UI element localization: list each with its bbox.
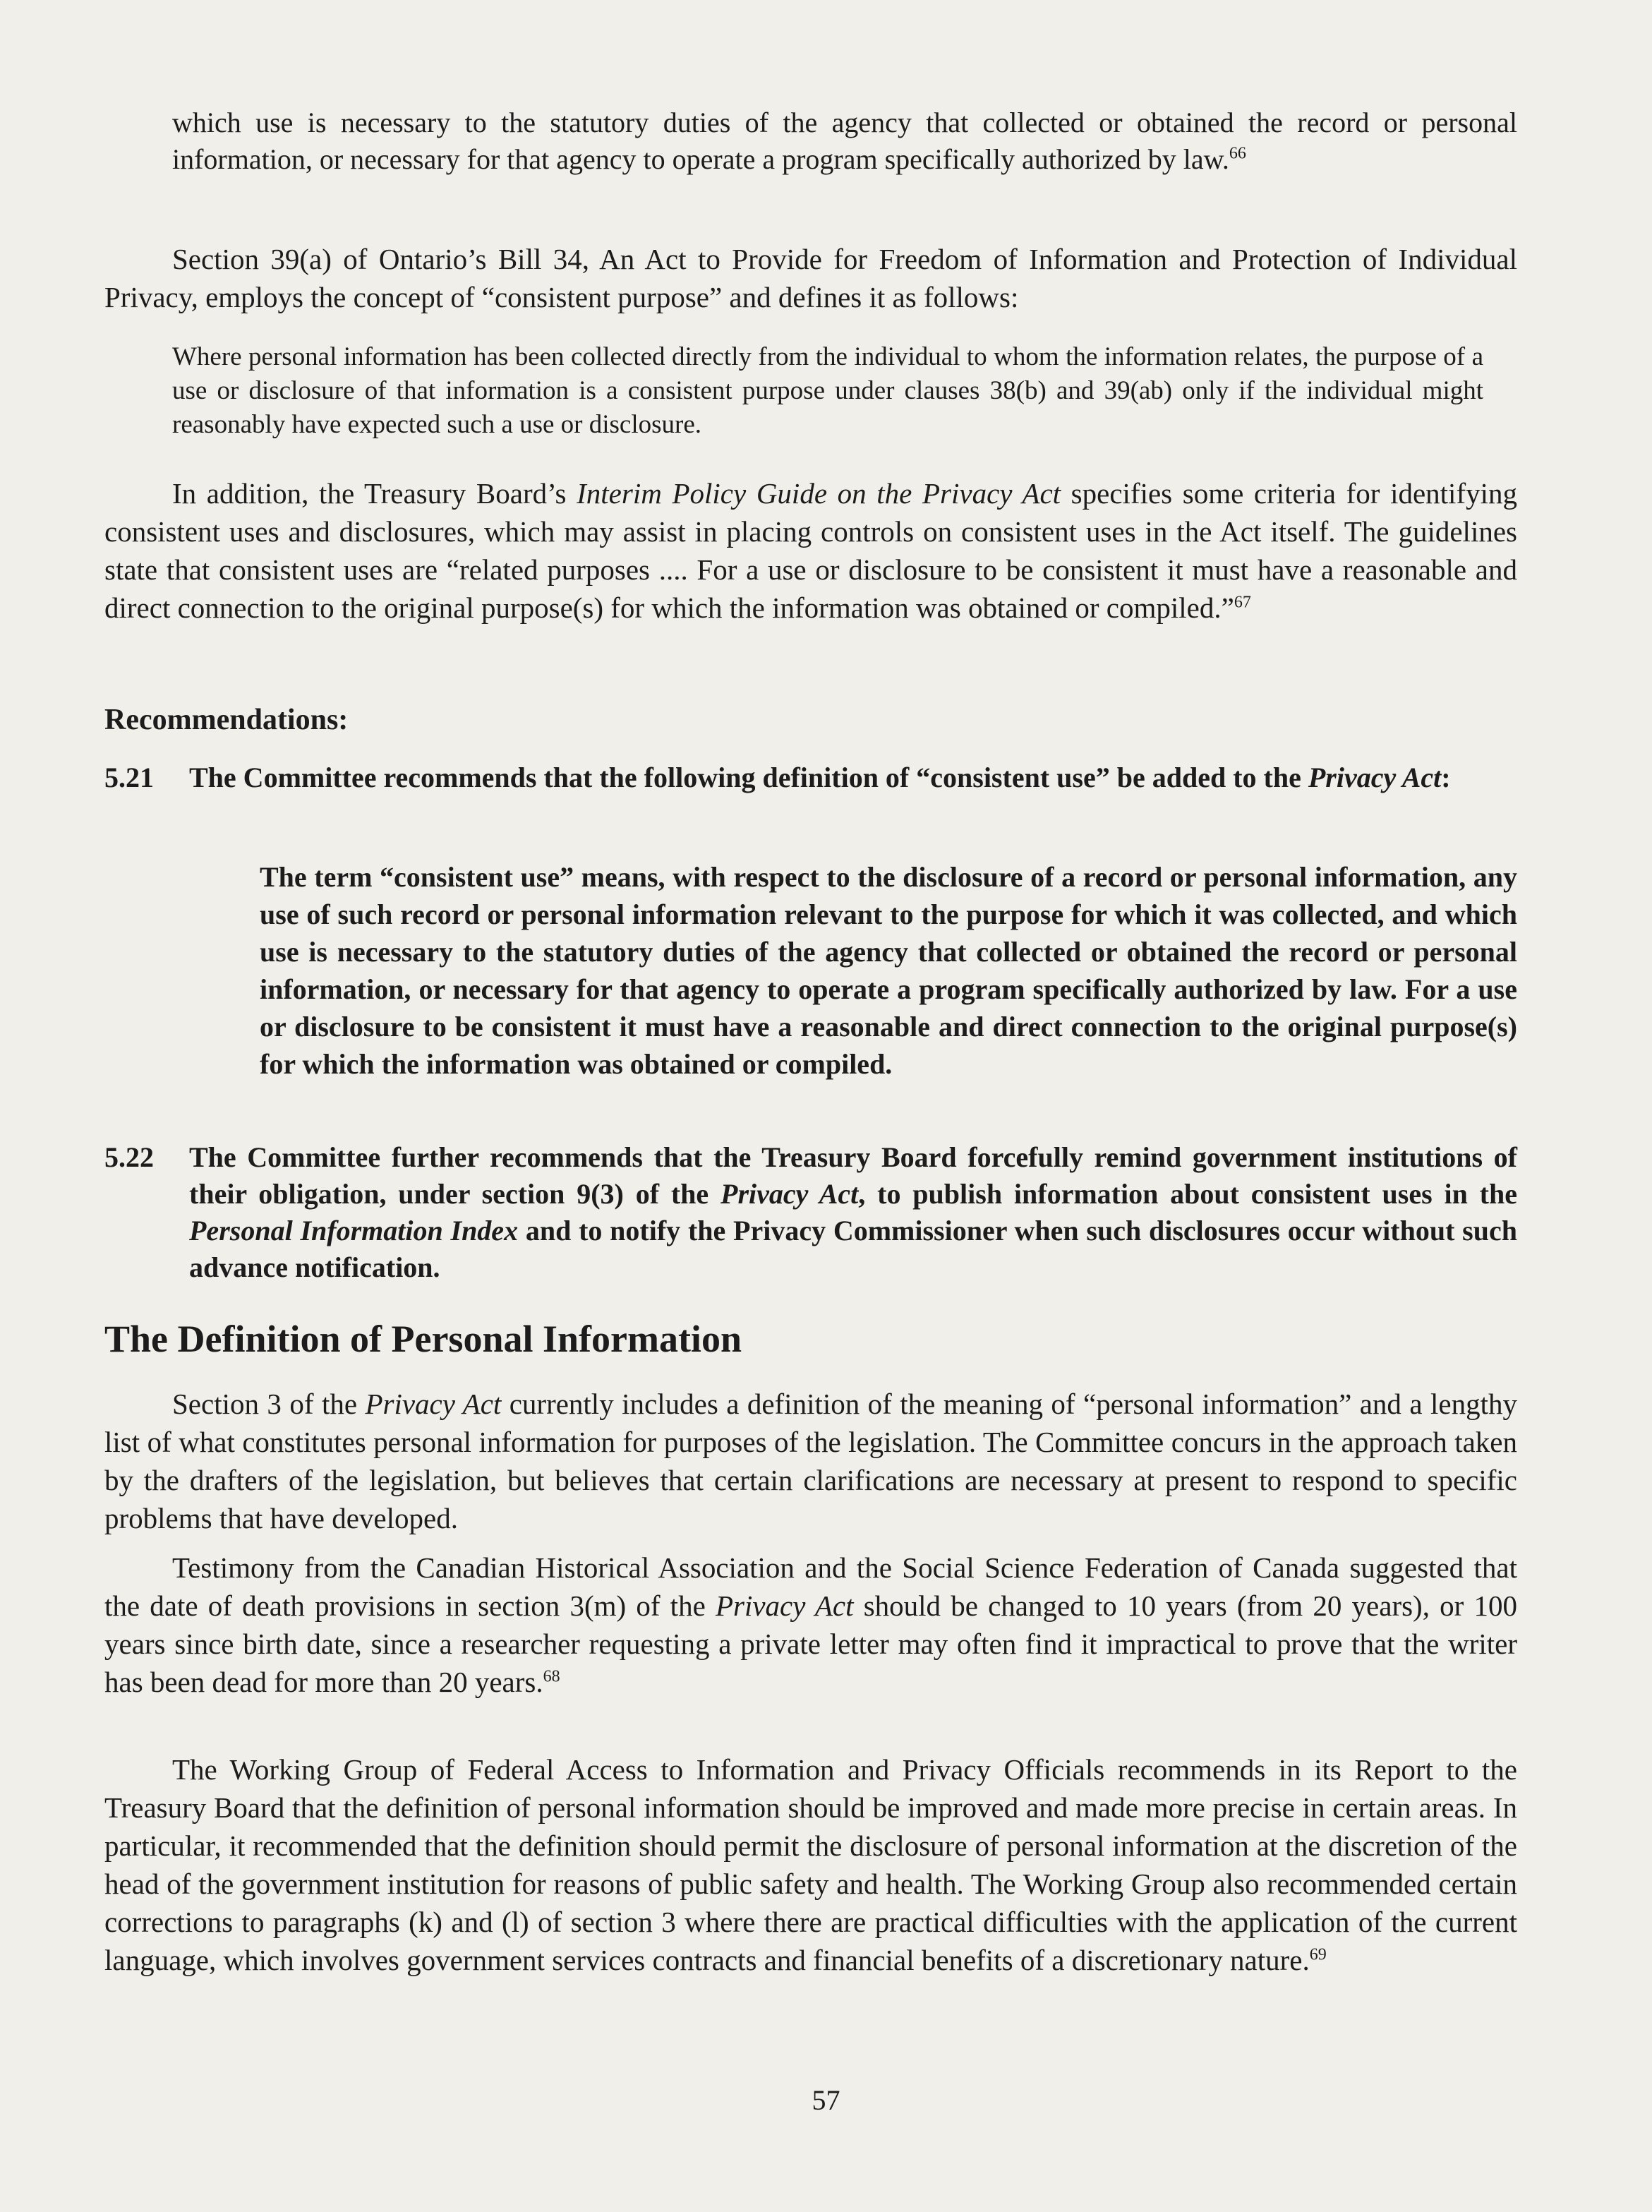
paragraph-treasury-board [104,474,1517,627]
italic-title: Privacy Act [715,1589,854,1622]
text-span: Testimony from the Canadian Historical Association and the Social Science Federation of Canada suggested that the date of death provisions in section 3(m) of the [104,1551,1517,1622]
block-quote [104,340,1517,442]
footnote-ref: 66 [1229,144,1246,163]
italic-title: Interim Policy Guide on the Privacy Act [577,477,1061,510]
page-number: 57 [812,2084,840,2116]
recommendations-heading [104,703,1517,737]
paragraph-text: which use is necessary to the statutory duties of the agency that collected or obtained the record or personal information, or necessary for that agency to operate a program specifically authorized by law. [172,107,1517,175]
recommendation-text [189,1139,1517,1286]
paragraph-testimony [104,1549,1517,1701]
quote-text: The term “consistent use” means, with respect to the disclosure of a record or personal information, any use of such record or personal information relevant to the purpose for which it was collected, and which use is necessary to the statutory duties of the agency that collected or obtained the record or personal information, or necessary for that agency to operate a program specifically authorized by law. For a use or disclosure to be consistent it must have a reasonable and direct connection to the original purpose(s) for which the information was obtained or compiled. [260,861,1517,1080]
paragraph-continuation [104,104,1517,178]
section-heading [104,1317,1517,1361]
recommendation-number: 5.21 [104,762,154,793]
footnote-ref: 67 [1234,593,1251,612]
text-span: : [1441,762,1451,793]
text-span: The Committee recommends that the following definition of “consistent use” be added to the [189,762,1308,793]
paragraph-section-39 [104,240,1517,316]
footnote-ref: 68 [543,1667,560,1686]
text-span: should be changed to 10 years (from 20 years), or 100 years since birth date, since a researcher requesting a private letter may often find it impractical to prove that the writer has been dead for more than 20 years. [104,1589,1517,1698]
italic-title: Privacy Act [1308,762,1442,793]
italic-title: Privacy Act [365,1388,502,1420]
text-span: and to notify the Privacy Commissioner when such disclosures occur without such advance notification. [189,1215,1517,1283]
section-title: The Definition of Personal Information [104,1318,742,1360]
text-span: The Committee further recommends that the Treasury Board forcefully remind government institutions of their obligation, under section 9(3) of the [189,1141,1517,1210]
italic-title: Privacy Act [721,1178,859,1210]
heading-text: Recommendations: [104,704,349,736]
recommendation-5-22 [104,1139,1517,1286]
paragraph-text: Section 39(a) of Ontario’s Bill 34, An Act to Provide for Freedom of Information and Protection of Individual Privacy, employs the concept of “consistent purpose” and defines it as follows: [104,243,1517,313]
paragraph-section-3 [104,1385,1517,1537]
quote-text: Where personal information has been collected directly from the individual to whom the information relates, the purpose of a use or disclosure of that information is a consistent purpose under clauses 38(b) and 39(ab) only if the individual might reasonably have expected such a use or disclosure. [172,342,1483,439]
text-span: In addition, the Treasury Board’s [172,477,577,510]
recommendation-text [189,759,1517,796]
text-span: specifies some criteria for identifying consistent uses and disclosures, which may assist in placing controls on consistent uses in the Act itself. The guidelines state that consistent uses are “related purposes .... For a use or disclosure to be consistent it must have a reasonable and direct connection to the original purpose(s) for which the information was obtained or compiled.” [104,477,1517,624]
text-span: currently includes a definition of the meaning of “personal information” and a lengthy list of what constitutes personal information for purposes of the legislation. The Committee concurs in the approach taken by the drafters of the legislation, but believes that certain clarifications are necessary at present to respond to specific problems that have developed. [104,1388,1517,1534]
text-span: Section 3 of the [172,1388,366,1420]
text-span: , to publish information about consistent uses in the [858,1178,1518,1210]
paragraph-working-group [104,1750,1517,1979]
footnote-ref: 69 [1309,1945,1327,1964]
recommendation-5-21 [104,759,1517,796]
recommendation-number: 5.22 [104,1141,154,1173]
italic-title: Personal Information Index [189,1215,519,1246]
text-span: The Working Group of Federal Access to Information and Privacy Officials recommends in its Report to the Treasury Board that the definition of personal information should be improved and made more precise in certain areas. In particular, it recommended that the definition should permit the disclosure of personal information at the discretion of the head of the government institution for reasons of public safety and health. The Working Group also recommended certain corrections to paragraphs (k) and (l) of section 3 where there are practical difficulties with the application of the current language, which involves government services contracts and financial benefits of a discretionary nature. [104,1753,1517,1976]
recommendation-definition-quote [104,858,1517,1083]
